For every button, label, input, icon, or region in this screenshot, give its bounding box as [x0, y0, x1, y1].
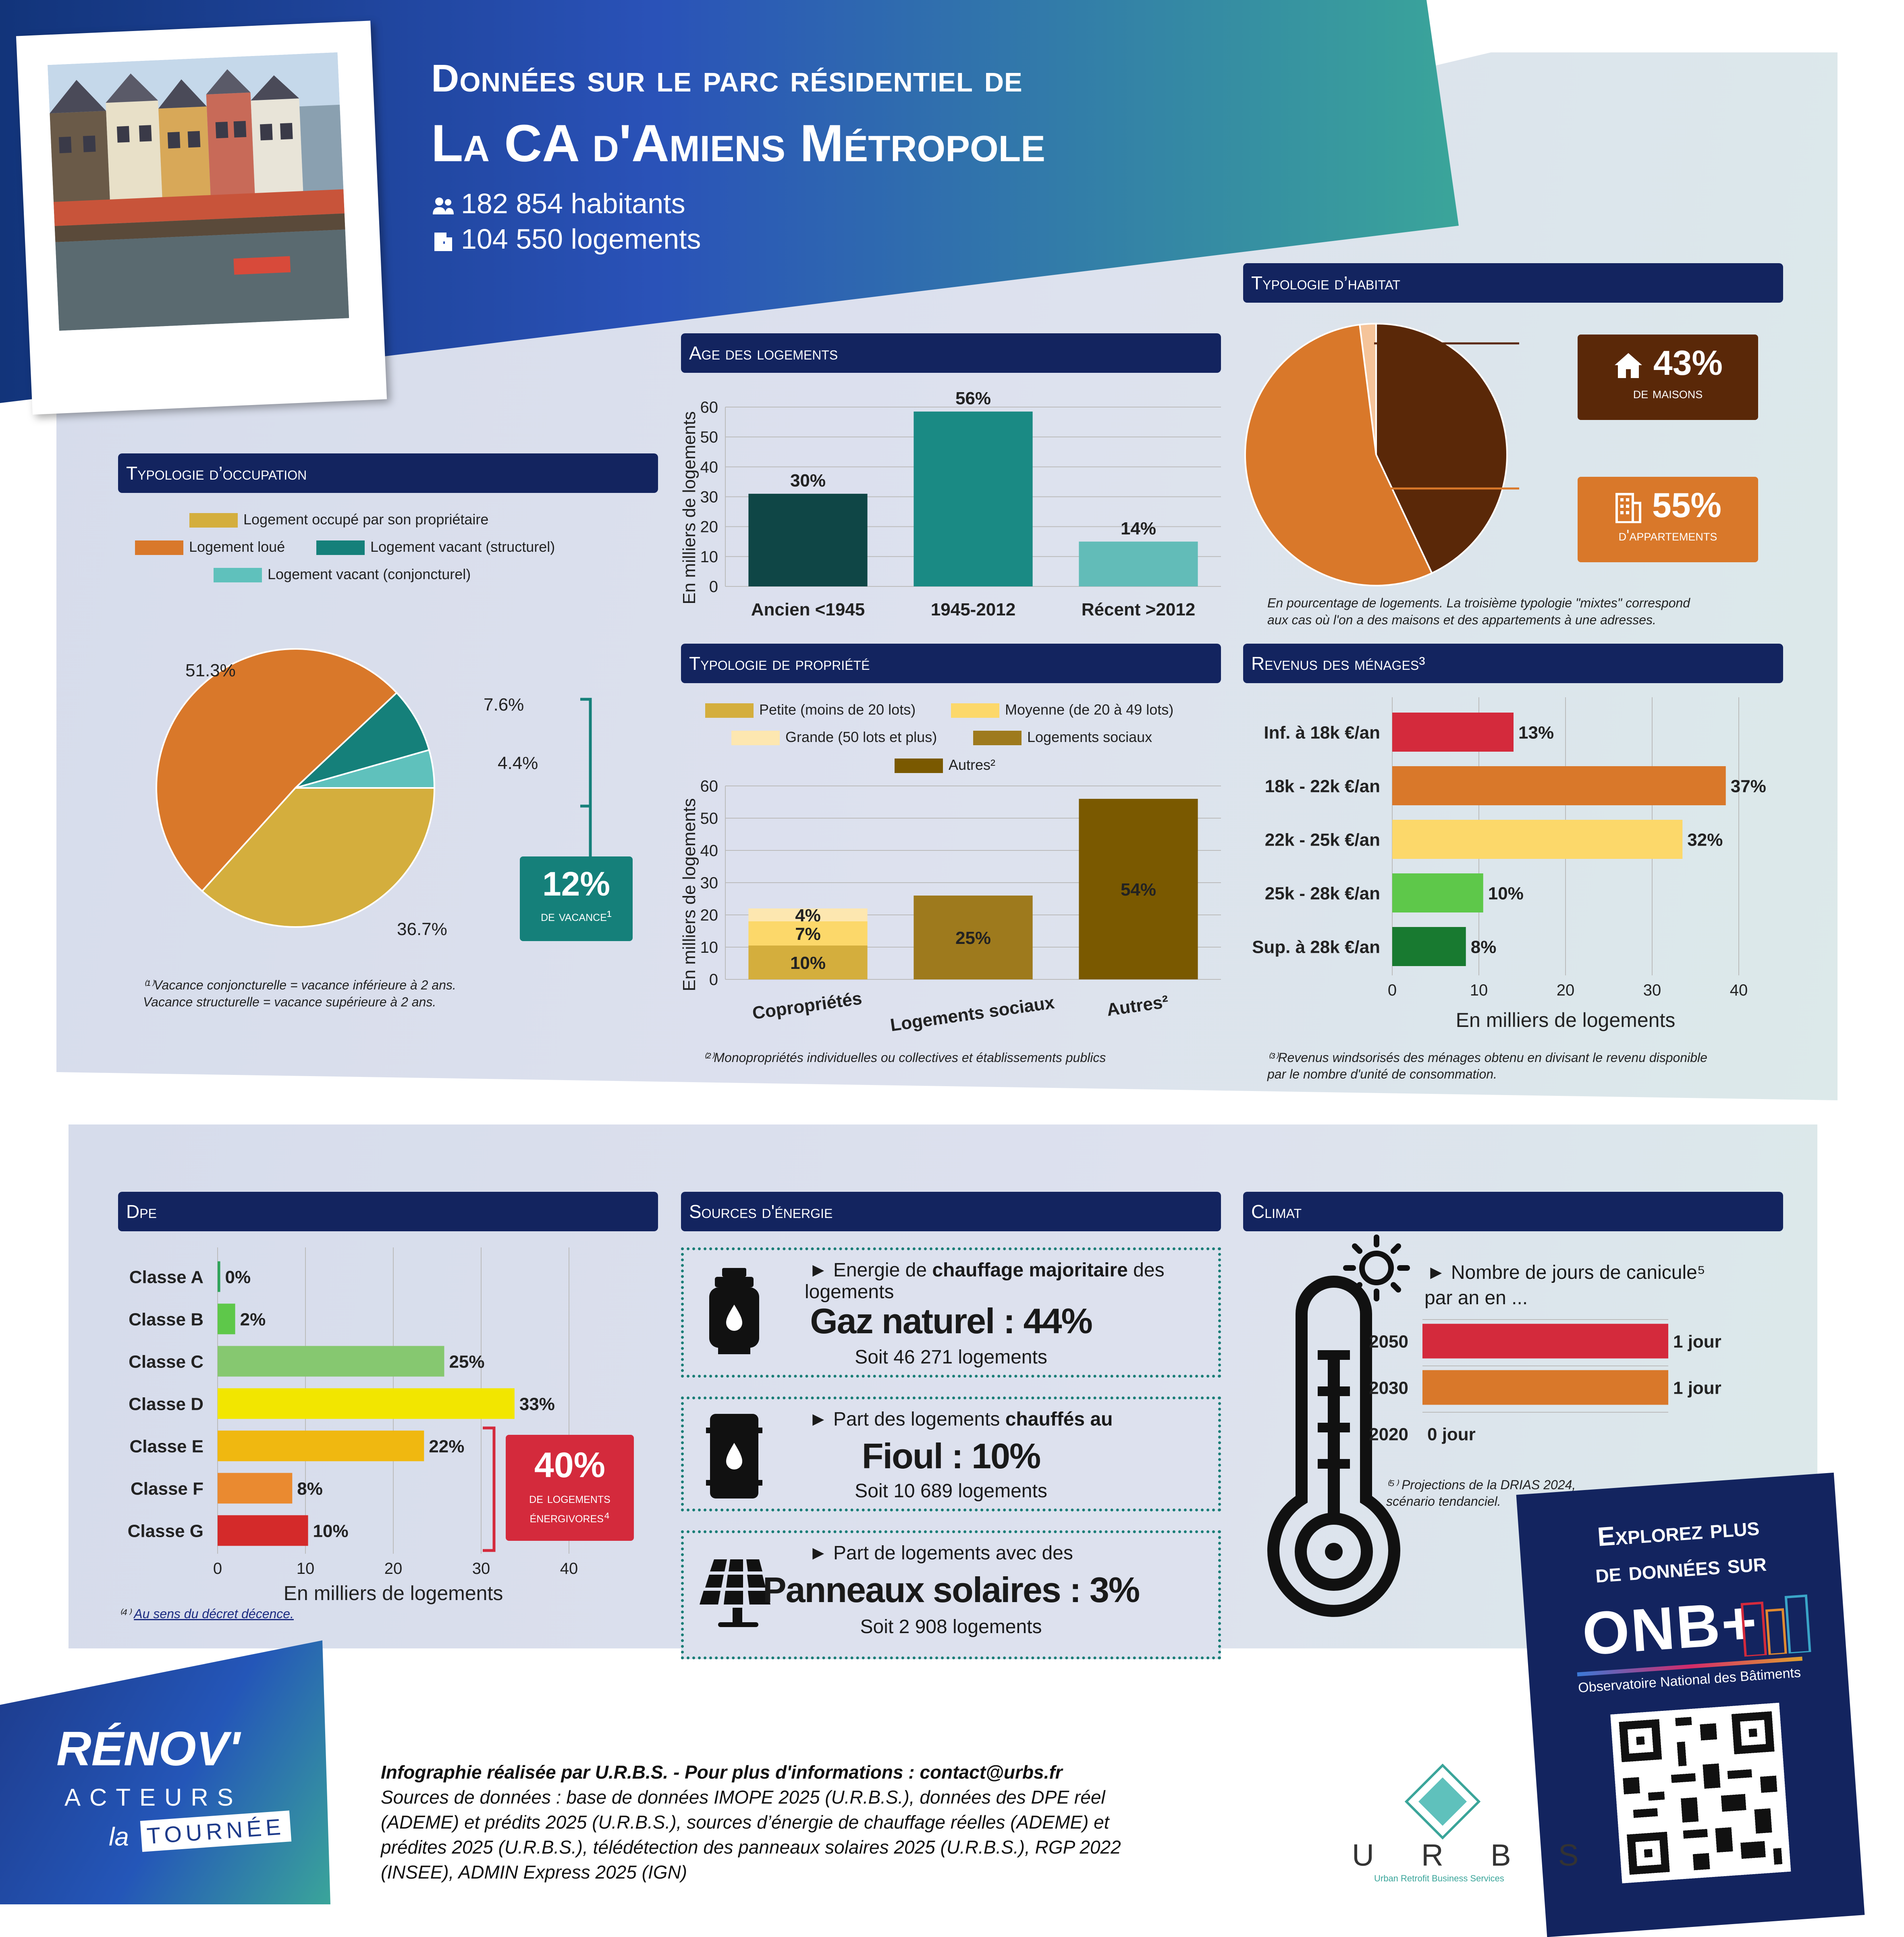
- section-title-occupation: Typologie d’occupation: [118, 453, 658, 493]
- y-tick-label: 20: [700, 906, 718, 924]
- footer-sources-4: (INSEE), ADMIN Express 2025 (IGN): [381, 1862, 687, 1883]
- dpe-bar: [218, 1515, 308, 1546]
- legend-swatch: [189, 513, 238, 528]
- revenus-value-label: 13%: [1518, 723, 1554, 743]
- canicule-category-label: 2020: [1369, 1424, 1408, 1444]
- propriete-ylabel: En milliers de logements: [679, 798, 699, 991]
- legend-swatch: [895, 759, 943, 773]
- logements-stat: [431, 223, 701, 255]
- legend-occupation-vacant-structurel: [316, 538, 555, 555]
- legend-occupation-loue: [135, 538, 285, 555]
- revenus-note-1: ⁽³⁾Revenus windsorisés des ménages obtenu en divisant le revenu disponible: [1267, 1050, 1707, 1065]
- qr-code[interactable]: [1610, 1703, 1791, 1883]
- maisons-value-text: 43%: [1653, 344, 1723, 382]
- legend-swatch: [316, 540, 365, 555]
- dpe-category-label: Classe D: [129, 1394, 203, 1414]
- energy-box-solaire: [681, 1530, 1221, 1659]
- section-title-propriete: Typologie de propriété: [681, 644, 1221, 683]
- fioul-value: Fioul : 10%: [862, 1436, 1040, 1476]
- dpe-value-label: 33%: [519, 1394, 555, 1414]
- legend-propriete-petite: [705, 701, 916, 718]
- age-bar-value-label: 56%: [955, 389, 991, 409]
- x-tick-label: 20: [384, 1560, 403, 1577]
- apparts-value-text: 55%: [1652, 486, 1722, 525]
- x-tick-label: 40: [560, 1560, 578, 1577]
- dpe-category-label: Classe A: [129, 1267, 203, 1287]
- apparts-value: [1578, 486, 1758, 526]
- section-title-climat: Climat: [1243, 1192, 1783, 1231]
- vacancy-label: de vacance¹: [541, 908, 612, 924]
- climat-label-2: par an en ...: [1424, 1287, 1528, 1309]
- legend-label: Moyenne (de 20 à 49 lots): [1005, 701, 1174, 718]
- legend-swatch: [951, 703, 999, 718]
- building-skyline-icon: [1738, 1592, 1814, 1657]
- onb-subtitle: Observatoire National des Bâtiments: [1578, 1665, 1802, 1696]
- revenus-value-label: 8%: [1470, 937, 1497, 957]
- y-tick-label: 50: [700, 428, 718, 447]
- pie-label-structurel: 7.6%: [484, 695, 524, 715]
- gaz-label-bold: chauffage majoritaire: [932, 1259, 1128, 1281]
- propriete-segment-label: 54%: [1120, 880, 1157, 900]
- revenus-value-label: 10%: [1488, 883, 1524, 904]
- habitat-pie-chart: [1237, 322, 1519, 588]
- dpe-note-link[interactable]: Au sens du décret décence.: [134, 1607, 294, 1621]
- revenus-category-label: 22k - 25k €/an: [1264, 830, 1380, 850]
- solaire-value: Panneaux solaires : 3%: [762, 1570, 1140, 1610]
- legend-swatch: [214, 568, 262, 582]
- fioul-label: [809, 1408, 1113, 1430]
- dpe-bar: [218, 1304, 235, 1334]
- dpe-bar: [218, 1346, 444, 1377]
- habitants-stat: [431, 187, 685, 220]
- x-tick-label: 10: [1470, 981, 1488, 999]
- propriete-segment-label: 7%: [795, 924, 821, 944]
- legend-swatch: [731, 731, 780, 745]
- dpe-bar: [218, 1262, 220, 1292]
- propriete-segment-label: 4%: [795, 906, 821, 925]
- y-tick-label: 10: [700, 939, 718, 956]
- revenus-category-label: 25k - 28k €/an: [1264, 883, 1380, 904]
- legend-label: Logement vacant (structurel): [370, 538, 555, 555]
- dpe-xlabel: En milliers de logements: [283, 1582, 503, 1604]
- energivores-value: 40%: [534, 1445, 606, 1485]
- canicule-value-label: 0 jour: [1427, 1424, 1476, 1444]
- dpe-category-label: Classe G: [127, 1521, 203, 1541]
- propriete-category-label: Copropriétés: [751, 988, 863, 1023]
- section-title-habitat: Typologie d’habitat: [1243, 263, 1783, 303]
- legend-label: Logement vacant (conjoncturel): [268, 566, 471, 582]
- legend-label: Logements sociaux: [1027, 729, 1152, 745]
- legend-label: Grande (50 lots et plus): [785, 729, 937, 745]
- x-tick-label: 0: [1387, 981, 1397, 999]
- urbs-logo-subtitle: Urban Retrofit Business Services: [1374, 1873, 1504, 1883]
- apparts-label: d'appartements: [1618, 527, 1717, 544]
- revenus-bar: [1392, 766, 1726, 805]
- energy-box-fioul: [681, 1397, 1221, 1511]
- onb-brand: ONB+: [1580, 1588, 1761, 1668]
- x-tick-label: 0: [213, 1560, 222, 1577]
- revenus-bar: [1392, 927, 1466, 966]
- vacancy-value: 12%: [542, 865, 610, 903]
- legend-swatch: [705, 703, 754, 718]
- revenus-bar: [1392, 713, 1514, 752]
- legend-swatch: [135, 540, 183, 555]
- vacancy-callout: [520, 856, 633, 941]
- energivores-line2: énergivores⁴: [529, 1509, 610, 1525]
- propriete-bar-chart: [677, 774, 1225, 1040]
- canicule-bar: [1422, 1370, 1668, 1405]
- dpe-value-label: 0%: [225, 1267, 251, 1287]
- revenus-category-label: 18k - 22k €/an: [1264, 776, 1380, 796]
- canicule-value-label: 1 jour: [1673, 1378, 1721, 1398]
- dpe-bar: [218, 1431, 424, 1461]
- renov-logo-acteurs: ACTEURS: [64, 1784, 242, 1811]
- legend-propriete-autres: [895, 757, 995, 773]
- fioul-count: Soit 10 689 logements: [855, 1480, 1047, 1502]
- dpe-category-label: Classe C: [129, 1352, 203, 1372]
- legend-occupation-proprietaire: [189, 511, 488, 528]
- age-ylabel: En milliers de logements: [679, 411, 699, 605]
- legend-label: Logement loué: [189, 538, 285, 555]
- legend-swatch: [973, 731, 1022, 745]
- fioul-label-bold: chauffés au: [1005, 1409, 1113, 1430]
- dpe-bar: [218, 1473, 292, 1504]
- age-bar: [914, 412, 1032, 586]
- page-title: La CA d'Amiens Métropole: [431, 114, 1045, 173]
- revenus-category-label: Sup. à 28k €/an: [1252, 937, 1380, 957]
- dpe-value-label: 25%: [449, 1352, 485, 1372]
- dpe-bracket: [475, 1425, 508, 1554]
- revenus-bar: [1392, 873, 1483, 912]
- propriete-segment-label: 25%: [955, 928, 991, 948]
- y-tick-label: 60: [700, 777, 718, 795]
- revenus-value-label: 37%: [1730, 776, 1766, 796]
- propriete-segment-label: 10%: [790, 953, 826, 973]
- age-category-label: Récent >2012: [1081, 600, 1196, 619]
- canicule-category-label: 2030: [1369, 1378, 1408, 1398]
- occupation-note-2: Vacance structurelle = vacance supérieure à 2 ans.: [143, 995, 436, 1009]
- revenus-note-2: par le nombre d'unité de consommation.: [1267, 1067, 1497, 1081]
- dpe-value-label: 8%: [297, 1479, 323, 1499]
- footer-sources-2: (ADEME) et prédits 2025 (U.R.B.S.), sources d’énergie de chauffage réelles (ADEME) et: [381, 1812, 1109, 1833]
- maisons-callout: [1578, 335, 1758, 420]
- habitants-text: 182 854 habitants: [461, 188, 685, 219]
- age-bar-value-label: 30%: [790, 471, 826, 491]
- legend-occupation-vacant-conjoncturel: [214, 566, 471, 583]
- age-bar: [748, 494, 867, 586]
- gaz-label: [809, 1259, 1165, 1281]
- y-tick-label: 40: [700, 458, 718, 476]
- y-tick-label: 0: [709, 971, 718, 989]
- section-title-revenus: Revenus des ménages³: [1243, 644, 1783, 683]
- legend-propriete-grande: [731, 729, 937, 746]
- propriete-category-label: Autres²: [1105, 991, 1170, 1020]
- climat-note-1: ⁽⁵⁾ Projections de la DRIAS 2024,: [1386, 1478, 1576, 1492]
- occupation-note-1: ⁽¹⁾Vacance conjoncturelle = vacance inférieure à 2 ans.: [143, 978, 456, 992]
- age-category-label: Ancien <1945: [751, 600, 865, 619]
- gaz-count: Soit 46 271 logements: [855, 1347, 1047, 1368]
- pie-label-loue: 51.3%: [185, 661, 236, 680]
- x-tick-label: 10: [296, 1560, 315, 1577]
- age-bar-chart: [677, 387, 1225, 637]
- y-tick-label: 30: [700, 488, 718, 506]
- age-bar: [1079, 542, 1198, 586]
- revenus-bar: [1392, 820, 1682, 859]
- fioul-label-pre: ► Part des logements: [809, 1409, 1005, 1430]
- canicule-bar: [1422, 1324, 1668, 1359]
- section-title-dpe: Dpe: [118, 1192, 658, 1231]
- apartment-building-icon: [1614, 493, 1642, 523]
- footer-credit: Infographie réalisée par U.R.B.S. - Pour plus d'informations : contact@urbs.fr: [381, 1762, 1063, 1783]
- urbs-logo-text: U R B S: [1352, 1838, 1598, 1873]
- dpe-note: [119, 1606, 294, 1621]
- energivores-line1: de logements: [529, 1490, 610, 1506]
- age-category-label: 1945-2012: [930, 600, 1016, 619]
- dpe-bar: [218, 1388, 515, 1419]
- legend-label: Autres²: [949, 757, 996, 773]
- x-tick-label: 20: [1556, 981, 1575, 999]
- y-tick-label: 10: [700, 548, 718, 566]
- gaz-label-post: des: [1127, 1259, 1165, 1281]
- dpe-bar-chart: [113, 1241, 596, 1612]
- apparts-callout: [1578, 477, 1758, 562]
- revenus-value-label: 32%: [1687, 830, 1723, 850]
- canicule-category-label: 2050: [1369, 1332, 1408, 1352]
- y-tick-label: 0: [709, 578, 718, 596]
- x-tick-label: 40: [1730, 981, 1748, 999]
- renov-logo-tournee: TOURNÉE: [140, 1810, 291, 1852]
- pie-label-proprietaire: 36.7%: [397, 919, 447, 939]
- pie-label-conjoncturel: 4.4%: [498, 753, 538, 773]
- house-icon: [1613, 351, 1644, 380]
- habitat-note-2: aux cas où l'on a des maisons et des appartements à une adresses.: [1267, 613, 1656, 627]
- gaz-label-pre: ► Energie de: [809, 1259, 932, 1281]
- city-photo: [16, 21, 387, 414]
- maisons-value: [1578, 343, 1758, 383]
- footer-sources-3: prédites 2025 (U.R.B.S.), télédétection des panneaux solaires 2025 (U.R.B.S.), RGP 2022: [381, 1837, 1121, 1858]
- gaz-label-line2: logements: [805, 1281, 894, 1303]
- gaz-value: Gaz naturel : 44%: [810, 1301, 1092, 1341]
- dpe-category-label: Classe E: [129, 1436, 203, 1457]
- y-tick-label: 40: [700, 842, 718, 860]
- section-title-age: Age des logements: [681, 333, 1221, 373]
- dpe-note-prefix: ⁽⁴⁾: [119, 1607, 131, 1621]
- onb-line1: Explorez plus: [1596, 1511, 1761, 1552]
- dpe-value-label: 2%: [240, 1309, 266, 1330]
- renov-logo-title: RÉNOV': [56, 1722, 240, 1776]
- building-door-icon: [431, 230, 455, 253]
- people-icon: [431, 196, 455, 216]
- revenus-bar-chart: [1241, 693, 1797, 1040]
- renov-logo-la: la: [109, 1822, 129, 1851]
- maisons-label: de maisons: [1633, 385, 1703, 402]
- age-bar-value-label: 14%: [1120, 518, 1157, 538]
- revenus-category-label: Inf. à 18k €/an: [1264, 723, 1380, 743]
- legend-label: Petite (moins de 20 lots): [759, 701, 916, 718]
- climat-label-1: ► Nombre de jours de canicule⁵: [1426, 1262, 1705, 1283]
- legend-propriete-sociaux: [973, 729, 1152, 746]
- x-tick-label: 30: [472, 1560, 490, 1577]
- urbs-logo-icon: [1402, 1761, 1483, 1842]
- x-tick-label: 30: [1643, 981, 1661, 999]
- propriete-note: ⁽²⁾Monopropriétés individuelles ou collectives et établissements publics: [703, 1050, 1106, 1065]
- amiens-photo-image: [48, 52, 349, 331]
- dpe-value-label: 10%: [313, 1521, 349, 1541]
- footer-sources-1: Sources de données : base de données IMOPE 2025 (U.R.B.S.), données des DPE réel: [381, 1787, 1105, 1808]
- canicule-bar-chart: [1358, 1318, 1785, 1455]
- climat-note-2: scénario tendanciel.: [1386, 1494, 1501, 1509]
- habitat-note-1: En pourcentage de logements. La troisième typologie "mixtes" correspond: [1267, 596, 1690, 610]
- legend-label: Logement occupé par son propriétaire: [243, 511, 489, 528]
- y-tick-label: 30: [700, 874, 718, 892]
- solaire-label: ► Part de logements avec des: [809, 1542, 1073, 1564]
- propriete-category-label: Logements sociaux: [889, 992, 1056, 1035]
- logements-text: 104 550 logements: [461, 223, 701, 255]
- onb-line2: de données sur: [1594, 1546, 1767, 1588]
- y-tick-label: 20: [700, 518, 718, 536]
- solaire-count: Soit 2 908 logements: [860, 1616, 1042, 1638]
- legend-propriete-moyenne: [951, 701, 1173, 718]
- section-title-energie: Sources d'énergie: [681, 1192, 1221, 1231]
- y-tick-label: 60: [700, 399, 718, 416]
- energy-box-gaz: [681, 1247, 1221, 1378]
- revenus-xlabel: En milliers de logements: [1456, 1009, 1676, 1031]
- dpe-value-label: 22%: [429, 1436, 465, 1457]
- y-tick-label: 50: [700, 810, 718, 827]
- vacancy-bracket: [580, 699, 590, 856]
- dpe-category-label: Classe F: [131, 1479, 203, 1499]
- canicule-value-label: 1 jour: [1673, 1332, 1721, 1352]
- energivores-callout: [506, 1435, 634, 1541]
- dpe-category-label: Classe B: [129, 1309, 203, 1330]
- page-subtitle: Données sur le parc résidentiel de: [431, 57, 1023, 100]
